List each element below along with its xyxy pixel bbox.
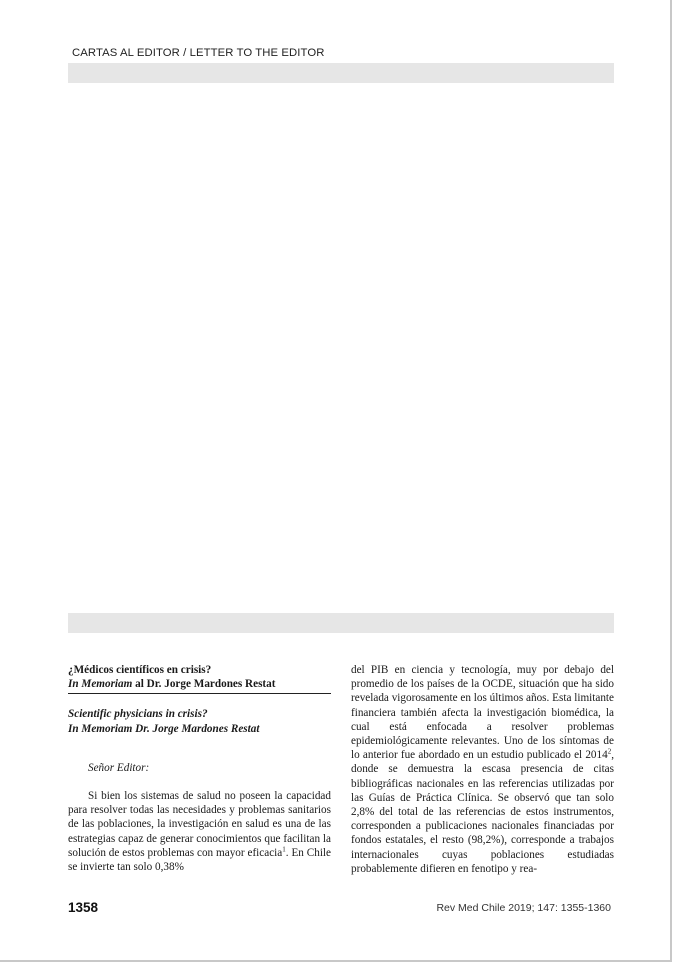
paragraph-2	[351, 663, 614, 876]
paragraph-1-text: Si bien los sistemas de salud no poseen la capacidad para resolver todas las necesidades y problemas sanitarios de las poblaciones, la investigación en salud es una de las estrategias capaz de generar conocimientos que facilitan la solución de estos problemas con mayor eficacia	[68, 790, 331, 859]
page-number: 1358	[68, 900, 99, 915]
paragraph-2-text: del PIB en ciencia y tecnología, muy por debajo del promedio de los países de la OCDE, situación que ha sido revelada vigorosamente en los últimos años. Esta limitante financiera también afecta la investigación biomédica, la cual está enfocada a resolver problemas epidemiológicamente relevantes. Uno de los síntomas de lo anterior fue abordado en un estudio publicado el 2014	[351, 664, 614, 762]
memoriam-italic: In Memoriam	[68, 678, 133, 691]
section-header: CARTAS AL EDITOR / LETTER TO THE EDITOR	[72, 47, 325, 59]
top-gray-bar	[68, 63, 614, 83]
memoriam-line-spanish	[68, 677, 331, 694]
paragraph-1	[68, 789, 331, 874]
article-title-english: Scientific physicians in crisis?	[68, 708, 208, 721]
right-column	[351, 663, 614, 876]
bottom-gray-bar	[68, 613, 614, 633]
article-title-spanish: ¿Médicos científicos en crisis?	[68, 664, 212, 676]
left-column	[68, 663, 331, 874]
paragraph-2-tail: , donde se demuestra la escasa presencia de citas bibliográficas nacionales en las referencias utilizadas por las Guías de Práctica Clínica. Se observó que tan solo 2,8% del total de las referencias de estos instrumentos, corresponden a publicaciones nacionales financiadas por fondos estatales, el resto (98,2%), corresponde a trabajos internacionales cuyas poblaciones estudiadas probablemente difieren en fenotipo y rea-	[351, 749, 614, 875]
paragraph-1-tail: . En Chile se invierte tan solo 0,38%	[68, 846, 331, 874]
memoriam-rest: al Dr. Jorge Mardones Restat	[132, 678, 276, 691]
memoriam-line-english: In Memoriam Dr. Jorge Mardones Restat	[68, 722, 260, 735]
journal-reference: Rev Med Chile 2019; 147: 1355-1360	[436, 902, 611, 914]
salutation: Señor Editor:	[88, 761, 150, 774]
reference-1: 1	[282, 845, 286, 854]
reference-2: 2	[607, 747, 612, 756]
